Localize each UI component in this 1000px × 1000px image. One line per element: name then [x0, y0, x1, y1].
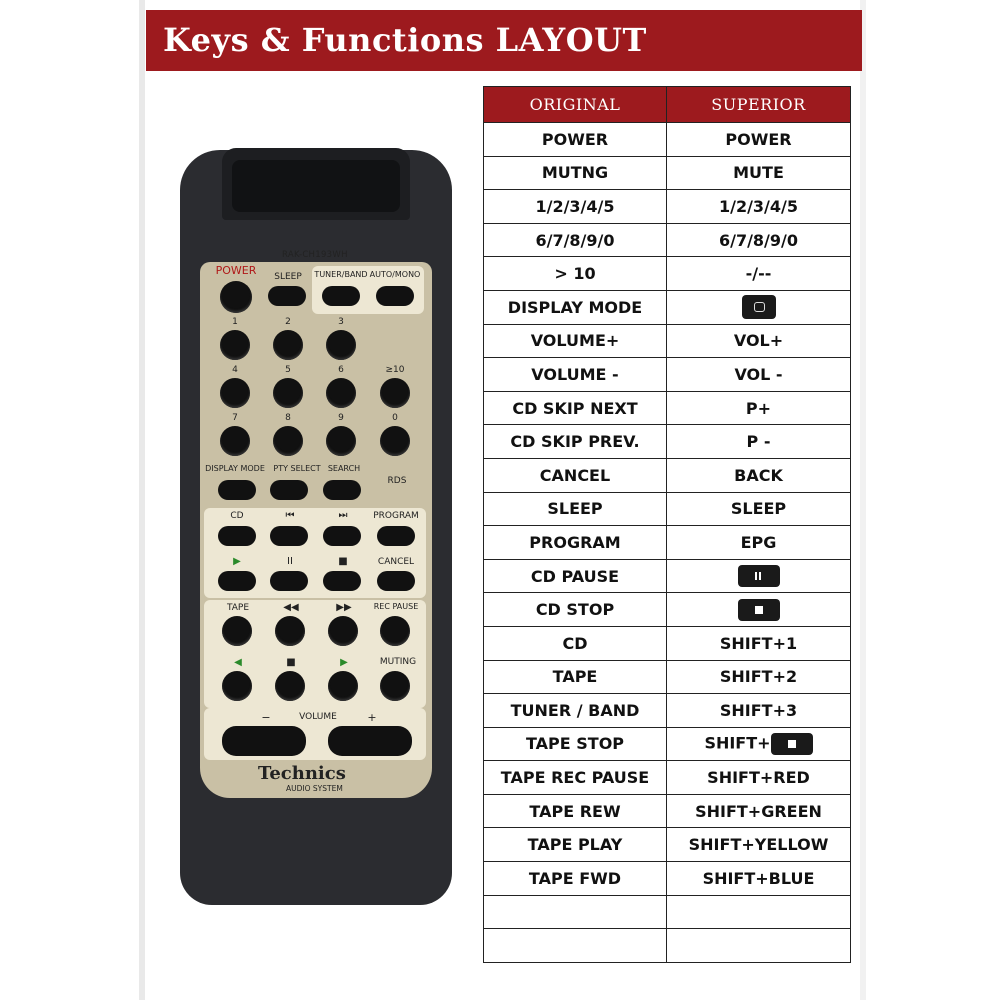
remote-cd-button — [218, 526, 256, 546]
skip-prev-icon: ⏮ — [285, 510, 295, 521]
original-key-cell: CD PAUSE — [484, 559, 667, 593]
n4-label: 4 — [232, 365, 238, 375]
muting-label: MUTING — [379, 657, 417, 667]
original-key-cell: CD — [484, 626, 667, 660]
original-key-cell: TUNER / BAND — [484, 694, 667, 728]
n9-label: 9 — [338, 413, 344, 423]
original-key-cell: TAPE REC PAUSE — [484, 761, 667, 795]
play-icon: ▶ — [233, 556, 241, 567]
search-label: SEARCH — [327, 464, 361, 473]
superior-key-cell — [667, 895, 851, 929]
auto-mono-label: AUTO/MONO — [369, 270, 421, 279]
brand-logo: Technics — [258, 763, 346, 784]
remote-tape-play-button — [328, 671, 358, 701]
remote-skip-next-button — [323, 526, 361, 546]
display-key-icon — [742, 295, 776, 319]
remote-auto-mono-button — [376, 286, 414, 306]
rew-icon: ◀◀ — [283, 602, 299, 613]
superior-key-cell — [667, 492, 851, 526]
column-header-original: ORIGINAL — [484, 87, 667, 123]
original-key-cell: CANCEL — [484, 458, 667, 492]
display-mode-label: DISPLAY MODE — [205, 464, 265, 473]
remote-key-4 — [220, 378, 250, 408]
original-key-cell: VOLUME - — [484, 358, 667, 392]
remote-sleep-button — [268, 286, 306, 306]
sleep-label: SLEEP — [274, 272, 302, 282]
table-row — [484, 626, 851, 660]
superior-key-cell — [667, 458, 851, 492]
skip-next-icon: ⏭ — [338, 510, 348, 521]
superior-key-cell — [667, 290, 851, 324]
original-key-cell: TAPE PLAY — [484, 828, 667, 862]
table-row — [484, 895, 851, 929]
n1-label: 1 — [232, 317, 238, 327]
table-row — [484, 391, 851, 425]
fwd-icon: ▶▶ — [336, 602, 352, 613]
tape-reverse-icon: ◀ — [234, 657, 242, 668]
remote-rew-button — [275, 616, 305, 646]
vol-plus-label: + — [367, 711, 377, 724]
remote-model-label: RAK-CH193WH — [282, 250, 348, 260]
n2-label: 2 — [285, 317, 291, 327]
superior-key-cell — [667, 862, 851, 896]
superior-key-label: 1/2/3/4/5 — [718, 196, 799, 216]
superior-key-cell — [667, 358, 851, 392]
superior-key-label: P - — [746, 432, 771, 452]
remote-pty-button — [270, 480, 308, 500]
rds-label: RDS — [387, 476, 407, 486]
remote-play-button — [218, 571, 256, 591]
original-key-cell: 1/2/3/4/5 — [484, 190, 667, 224]
superior-key-label: EPG — [740, 532, 777, 552]
original-key-cell: PROGRAM — [484, 526, 667, 560]
remote-rec-pause-button — [380, 616, 410, 646]
superior-key-label: SHIFT+ — [704, 733, 771, 753]
remote-key-3 — [326, 330, 356, 360]
remote-key-7 — [220, 426, 250, 456]
tape-label: TAPE — [226, 603, 250, 613]
table-row — [484, 828, 851, 862]
original-key-cell: DISPLAY MODE — [484, 290, 667, 324]
superior-key-cell — [667, 626, 851, 660]
n6-label: 6 — [338, 365, 344, 375]
superior-key-label: SHIFT+3 — [719, 700, 798, 720]
pty-select-label: PTY SELECT — [273, 464, 321, 473]
superior-key-label: P+ — [745, 398, 772, 418]
tuner-band-label: TUNER/BAND — [314, 270, 368, 279]
superior-key-cell — [667, 727, 851, 761]
superior-key-cell — [667, 257, 851, 291]
superior-key-label: SHIFT+2 — [719, 667, 798, 687]
table-row — [484, 660, 851, 694]
table-row — [484, 257, 851, 291]
table-row — [484, 324, 851, 358]
remote-key-8 — [273, 426, 303, 456]
superior-key-cell — [667, 761, 851, 795]
remote-key-6 — [326, 378, 356, 408]
superior-key-label: 6/7/8/9/0 — [718, 230, 799, 250]
superior-key-label: SLEEP — [730, 499, 787, 519]
superior-key-cell — [667, 660, 851, 694]
stop-key-icon — [771, 733, 813, 755]
vol-minus-label: − — [261, 711, 271, 724]
superior-key-cell — [667, 190, 851, 224]
remote-key-9 — [326, 426, 356, 456]
remote-vol-up-button — [328, 726, 412, 756]
original-key-cell: CD SKIP PREV. — [484, 425, 667, 459]
tape-play-icon: ▶ — [340, 657, 348, 668]
superior-key-label: SHIFT+GREEN — [695, 801, 822, 821]
superior-key-label: -/-- — [745, 264, 772, 284]
table-row — [484, 358, 851, 392]
table-row — [484, 593, 851, 627]
n8-label: 8 — [285, 413, 291, 423]
superior-key-cell — [667, 223, 851, 257]
remote-fwd-button — [328, 616, 358, 646]
original-key-cell: TAPE STOP — [484, 727, 667, 761]
stop-key-icon — [738, 599, 780, 621]
remote-tuner-button — [322, 286, 360, 306]
superior-key-cell — [667, 593, 851, 627]
remote-cancel-button — [377, 571, 415, 591]
stop-icon: ■ — [338, 556, 348, 567]
original-key-cell: 6/7/8/9/0 — [484, 223, 667, 257]
remote-search-button — [323, 480, 361, 500]
original-key-cell: MUTNG — [484, 156, 667, 190]
n-ge10-label: ≥10 — [385, 365, 405, 375]
table-row — [484, 190, 851, 224]
remote-display-mode-button — [218, 480, 256, 500]
superior-key-cell — [667, 694, 851, 728]
n7-label: 7 — [232, 413, 238, 423]
page-title: Keys & Functions LAYOUT — [146, 10, 862, 71]
remote-key-2 — [273, 330, 303, 360]
original-key-cell: VOLUME+ — [484, 324, 667, 358]
table-body — [484, 123, 851, 963]
superior-key-cell — [667, 929, 851, 963]
superior-key-cell — [667, 156, 851, 190]
superior-key-cell — [667, 828, 851, 862]
original-key-cell: CD SKIP NEXT — [484, 391, 667, 425]
superior-key-label: POWER — [725, 129, 792, 149]
original-key-cell: POWER — [484, 123, 667, 157]
table-row — [484, 794, 851, 828]
cd-label: CD — [230, 511, 244, 521]
remote-skip-prev-button — [270, 526, 308, 546]
n3-label: 3 — [338, 317, 344, 327]
original-key-cell: TAPE FWD — [484, 862, 667, 896]
table-row — [484, 526, 851, 560]
remote-program-button — [377, 526, 415, 546]
original-key-cell: SLEEP — [484, 492, 667, 526]
superior-key-label: VOL - — [734, 364, 783, 384]
pause-icon: II — [287, 556, 293, 567]
remote-key-ge10 — [380, 378, 410, 408]
remote-vol-down-button — [222, 726, 306, 756]
program-label: PROGRAM — [373, 511, 419, 521]
n5-label: 5 — [285, 365, 291, 375]
superior-key-cell — [667, 559, 851, 593]
remote-stop-button — [323, 571, 361, 591]
power-label: POWER — [215, 264, 257, 277]
table-row — [484, 761, 851, 795]
table-row — [484, 559, 851, 593]
table-row — [484, 492, 851, 526]
pause-key-icon — [738, 565, 780, 587]
remote-power-button — [220, 281, 252, 313]
brand-subtitle: AUDIO SYSTEM — [286, 784, 343, 793]
superior-key-label: SHIFT+RED — [707, 768, 810, 788]
remote-tape-stop-button — [275, 671, 305, 701]
table-row — [484, 929, 851, 963]
table-header-row — [484, 87, 851, 123]
superior-key-label: SHIFT+YELLOW — [688, 835, 829, 855]
remote-tape-reverse-button — [222, 671, 252, 701]
superior-key-cell — [667, 123, 851, 157]
table-row — [484, 425, 851, 459]
superior-key-label: BACK — [734, 465, 783, 485]
remote-key-0 — [380, 426, 410, 456]
remote-key-5 — [273, 378, 303, 408]
superior-key-label: SHIFT+BLUE — [702, 868, 815, 888]
superior-key-cell — [667, 425, 851, 459]
table-row — [484, 290, 851, 324]
original-key-cell: > 10 — [484, 257, 667, 291]
remote-key-1 — [220, 330, 250, 360]
ir-window — [232, 160, 400, 212]
original-key-cell: CD STOP — [484, 593, 667, 627]
volume-label: VOLUME — [299, 712, 337, 722]
tape-stop-icon: ■ — [286, 657, 296, 668]
right-edge-shade — [860, 0, 866, 1000]
superior-key-label: SHIFT+1 — [719, 633, 798, 653]
table-row — [484, 458, 851, 492]
superior-key-label: MUTE — [733, 163, 784, 183]
rec-pause-label: REC PAUSE — [373, 602, 419, 611]
superior-key-cell — [667, 794, 851, 828]
superior-key-cell — [667, 324, 851, 358]
table-row — [484, 123, 851, 157]
table-row — [484, 223, 851, 257]
original-key-cell — [484, 895, 667, 929]
key-mapping-table — [483, 86, 851, 963]
table-row — [484, 694, 851, 728]
remote-pause-button — [270, 571, 308, 591]
n0-label: 0 — [392, 413, 398, 423]
superior-key-label: VOL+ — [733, 331, 784, 351]
table-row — [484, 727, 851, 761]
superior-key-cell — [667, 526, 851, 560]
original-key-cell — [484, 929, 667, 963]
cancel-label: CANCEL — [377, 557, 415, 567]
original-key-cell: TAPE REW — [484, 794, 667, 828]
table-row — [484, 862, 851, 896]
superior-key-cell — [667, 391, 851, 425]
remote-tape-button — [222, 616, 252, 646]
column-header-superior: SUPERIOR — [667, 87, 851, 123]
original-key-cell: TAPE — [484, 660, 667, 694]
remote-muting-button — [380, 671, 410, 701]
table-row — [484, 156, 851, 190]
